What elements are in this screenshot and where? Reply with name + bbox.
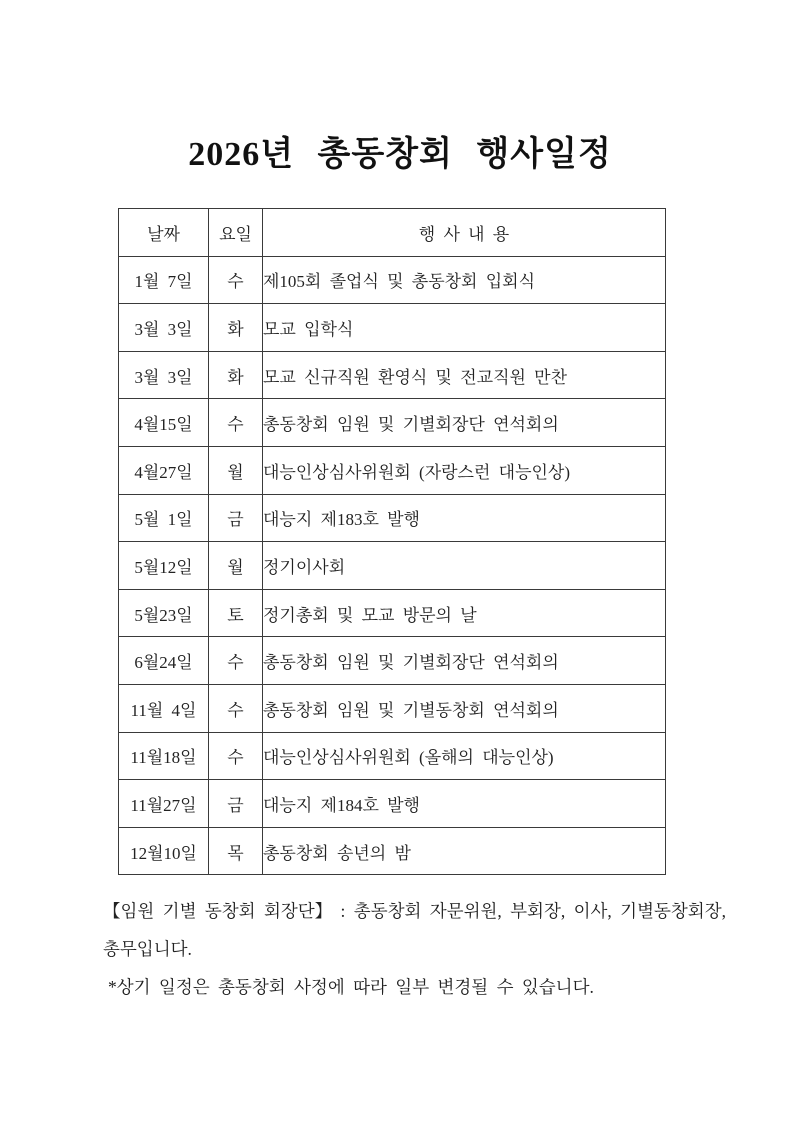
cell-event: 대능인상심사위원회 (올해의 대능인상) bbox=[263, 732, 666, 780]
cell-day: 수 bbox=[209, 256, 263, 304]
cell-day: 토 bbox=[209, 589, 263, 637]
cell-day: 월 bbox=[209, 542, 263, 590]
cell-date: 11월18일 bbox=[119, 732, 209, 780]
cell-date: 4월27일 bbox=[119, 446, 209, 494]
table-row bbox=[119, 494, 666, 542]
cell-day: 수 bbox=[209, 684, 263, 732]
cell-day: 화 bbox=[209, 351, 263, 399]
table-row bbox=[119, 684, 666, 732]
page-title: 2026년 총동창회 행사일정 bbox=[188, 136, 612, 173]
cell-event: 총동창회 임원 및 기별동창회 연석회의 bbox=[263, 684, 666, 732]
cell-event: 총동창회 임원 및 기별회장단 연석회의 bbox=[263, 637, 666, 685]
cell-event: 대능인상심사위원회 (자랑스런 대능인상) bbox=[263, 446, 666, 494]
cell-date: 3월 3일 bbox=[119, 304, 209, 352]
cell-event: 제105회 졸업식 및 총동창회 입회식 bbox=[263, 256, 666, 304]
cell-date: 11월27일 bbox=[119, 780, 209, 828]
table-row bbox=[119, 637, 666, 685]
table-row bbox=[119, 589, 666, 637]
table-row bbox=[119, 399, 666, 447]
table-row bbox=[119, 304, 666, 352]
table-row bbox=[119, 542, 666, 590]
cell-event: 모교 입학식 bbox=[263, 304, 666, 352]
cell-date: 11월 4일 bbox=[119, 684, 209, 732]
header-row bbox=[119, 209, 666, 257]
cell-date: 6월24일 bbox=[119, 637, 209, 685]
table-row bbox=[119, 256, 666, 304]
cell-event: 모교 신규직원 환영식 및 전교직원 만찬 bbox=[263, 351, 666, 399]
cell-date: 3월 3일 bbox=[119, 351, 209, 399]
cell-event: 대능지 제183호 발행 bbox=[263, 494, 666, 542]
schedule-table-body bbox=[119, 256, 666, 875]
cell-day: 금 bbox=[209, 494, 263, 542]
cell-date: 5월 1일 bbox=[119, 494, 209, 542]
cell-day: 수 bbox=[209, 637, 263, 685]
table-row bbox=[119, 780, 666, 828]
cell-event: 총동창회 임원 및 기별회장단 연석회의 bbox=[263, 399, 666, 447]
cell-date: 4월15일 bbox=[119, 399, 209, 447]
cell-event: 정기총회 및 모교 방문의 날 bbox=[263, 589, 666, 637]
table-row bbox=[119, 446, 666, 494]
officers-note: 【임원 기별 동창회 회장단】 : 총동창회 자문위원, 부회장, 이사, 기별동창회장, 총무입니다. bbox=[103, 901, 726, 959]
schedule-table bbox=[118, 208, 666, 875]
header-cell-day: 요일 bbox=[209, 209, 263, 257]
cell-event: 정기이사회 bbox=[263, 542, 666, 590]
table-row bbox=[119, 732, 666, 780]
change-note: *상기 일정은 총동창회 사정에 따라 일부 변경될 수 있습니다. bbox=[108, 977, 594, 997]
cell-day: 월 bbox=[209, 446, 263, 494]
cell-date: 1월 7일 bbox=[119, 256, 209, 304]
table-header bbox=[119, 209, 666, 257]
cell-day: 수 bbox=[209, 399, 263, 447]
cell-event: 총동창회 송년의 밤 bbox=[263, 827, 666, 875]
cell-day: 화 bbox=[209, 304, 263, 352]
cell-date: 5월23일 bbox=[119, 589, 209, 637]
cell-event: 대능지 제184호 발행 bbox=[263, 780, 666, 828]
cell-day: 수 bbox=[209, 732, 263, 780]
header-cell-date: 날짜 bbox=[119, 209, 209, 257]
table-row bbox=[119, 351, 666, 399]
cell-date: 5월12일 bbox=[119, 542, 209, 590]
cell-day: 목 bbox=[209, 827, 263, 875]
table-row bbox=[119, 827, 666, 875]
header-cell-event: 행 사 내 용 bbox=[263, 209, 666, 257]
cell-day: 금 bbox=[209, 780, 263, 828]
cell-date: 12월10일 bbox=[119, 827, 209, 875]
